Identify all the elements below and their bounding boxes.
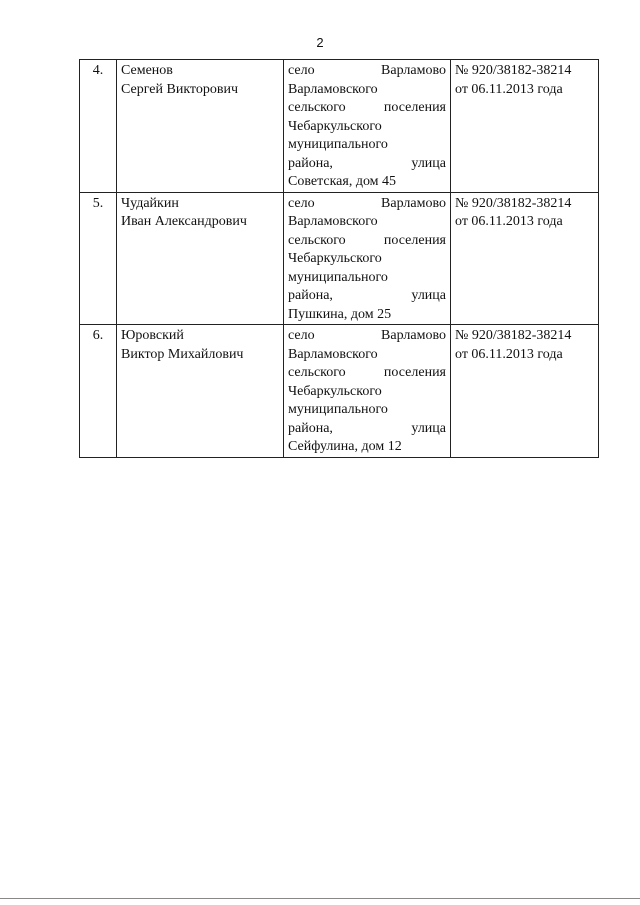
address-line: Чебаркульского [288,251,382,266]
registry-table [79,59,599,458]
address-cell [284,325,451,458]
address-line: Чебаркульского [288,383,382,399]
person-surname: Юровский [121,328,184,343]
registration-date: от 06.11.2013 года [455,81,563,97]
address-line: село Варламово [288,63,446,78]
address-line: село Варламово [288,195,446,211]
scan-edge-divider [0,898,640,899]
registration-date: от 06.11.2013 года [455,214,563,229]
registration-number: № 920/38182-38214 [455,195,572,211]
address-line: Чебаркульского [288,118,382,134]
registration-date: от 06.11.2013 года [455,346,563,362]
address-line: сельского поселения [288,232,446,248]
address-line: село Варламово [288,328,446,343]
address-line: Пушкина, дом 25 [288,306,392,322]
page-number: 2 [316,35,324,50]
person-name-cell [117,192,284,325]
person-given-names: Иван Александрович [121,214,247,229]
person-name-cell [117,60,284,193]
person-name-cell [117,325,284,458]
table-row [80,192,599,325]
address-line: Варламовского [288,81,378,97]
address-cell [284,192,451,325]
registration-cell [451,192,599,325]
row-number: 4. [80,60,117,193]
address-line: муниципального [288,402,388,417]
row-number: 5. [80,192,117,325]
person-given-names: Сергей Викторович [121,81,239,97]
address-line: района, улица [288,155,446,171]
address-line: района, улица [288,420,446,436]
person-surname: Чудайкин [121,195,179,211]
registration-number: № 920/38182-38214 [455,328,572,343]
address-line: Советская, дом 45 [288,174,397,189]
address-line: Сейфулина, дом 12 [288,439,402,454]
address-line: Варламовского [288,346,378,362]
table-row [80,60,599,193]
person-surname: Семенов [121,63,173,78]
address-line: сельского поселения [288,365,446,380]
address-line: муниципального [288,269,388,285]
address-line: сельского поселения [288,100,446,115]
registration-cell [451,60,599,193]
table-row [80,325,599,458]
person-given-names: Виктор Михайлович [121,346,244,362]
registration-cell [451,325,599,458]
address-cell [284,60,451,193]
registration-number: № 920/38182-38214 [455,63,572,78]
row-number: 6. [80,325,117,458]
address-line: Варламовского [288,214,378,229]
address-line: муниципального [288,137,388,152]
address-line: района, улица [288,288,446,303]
